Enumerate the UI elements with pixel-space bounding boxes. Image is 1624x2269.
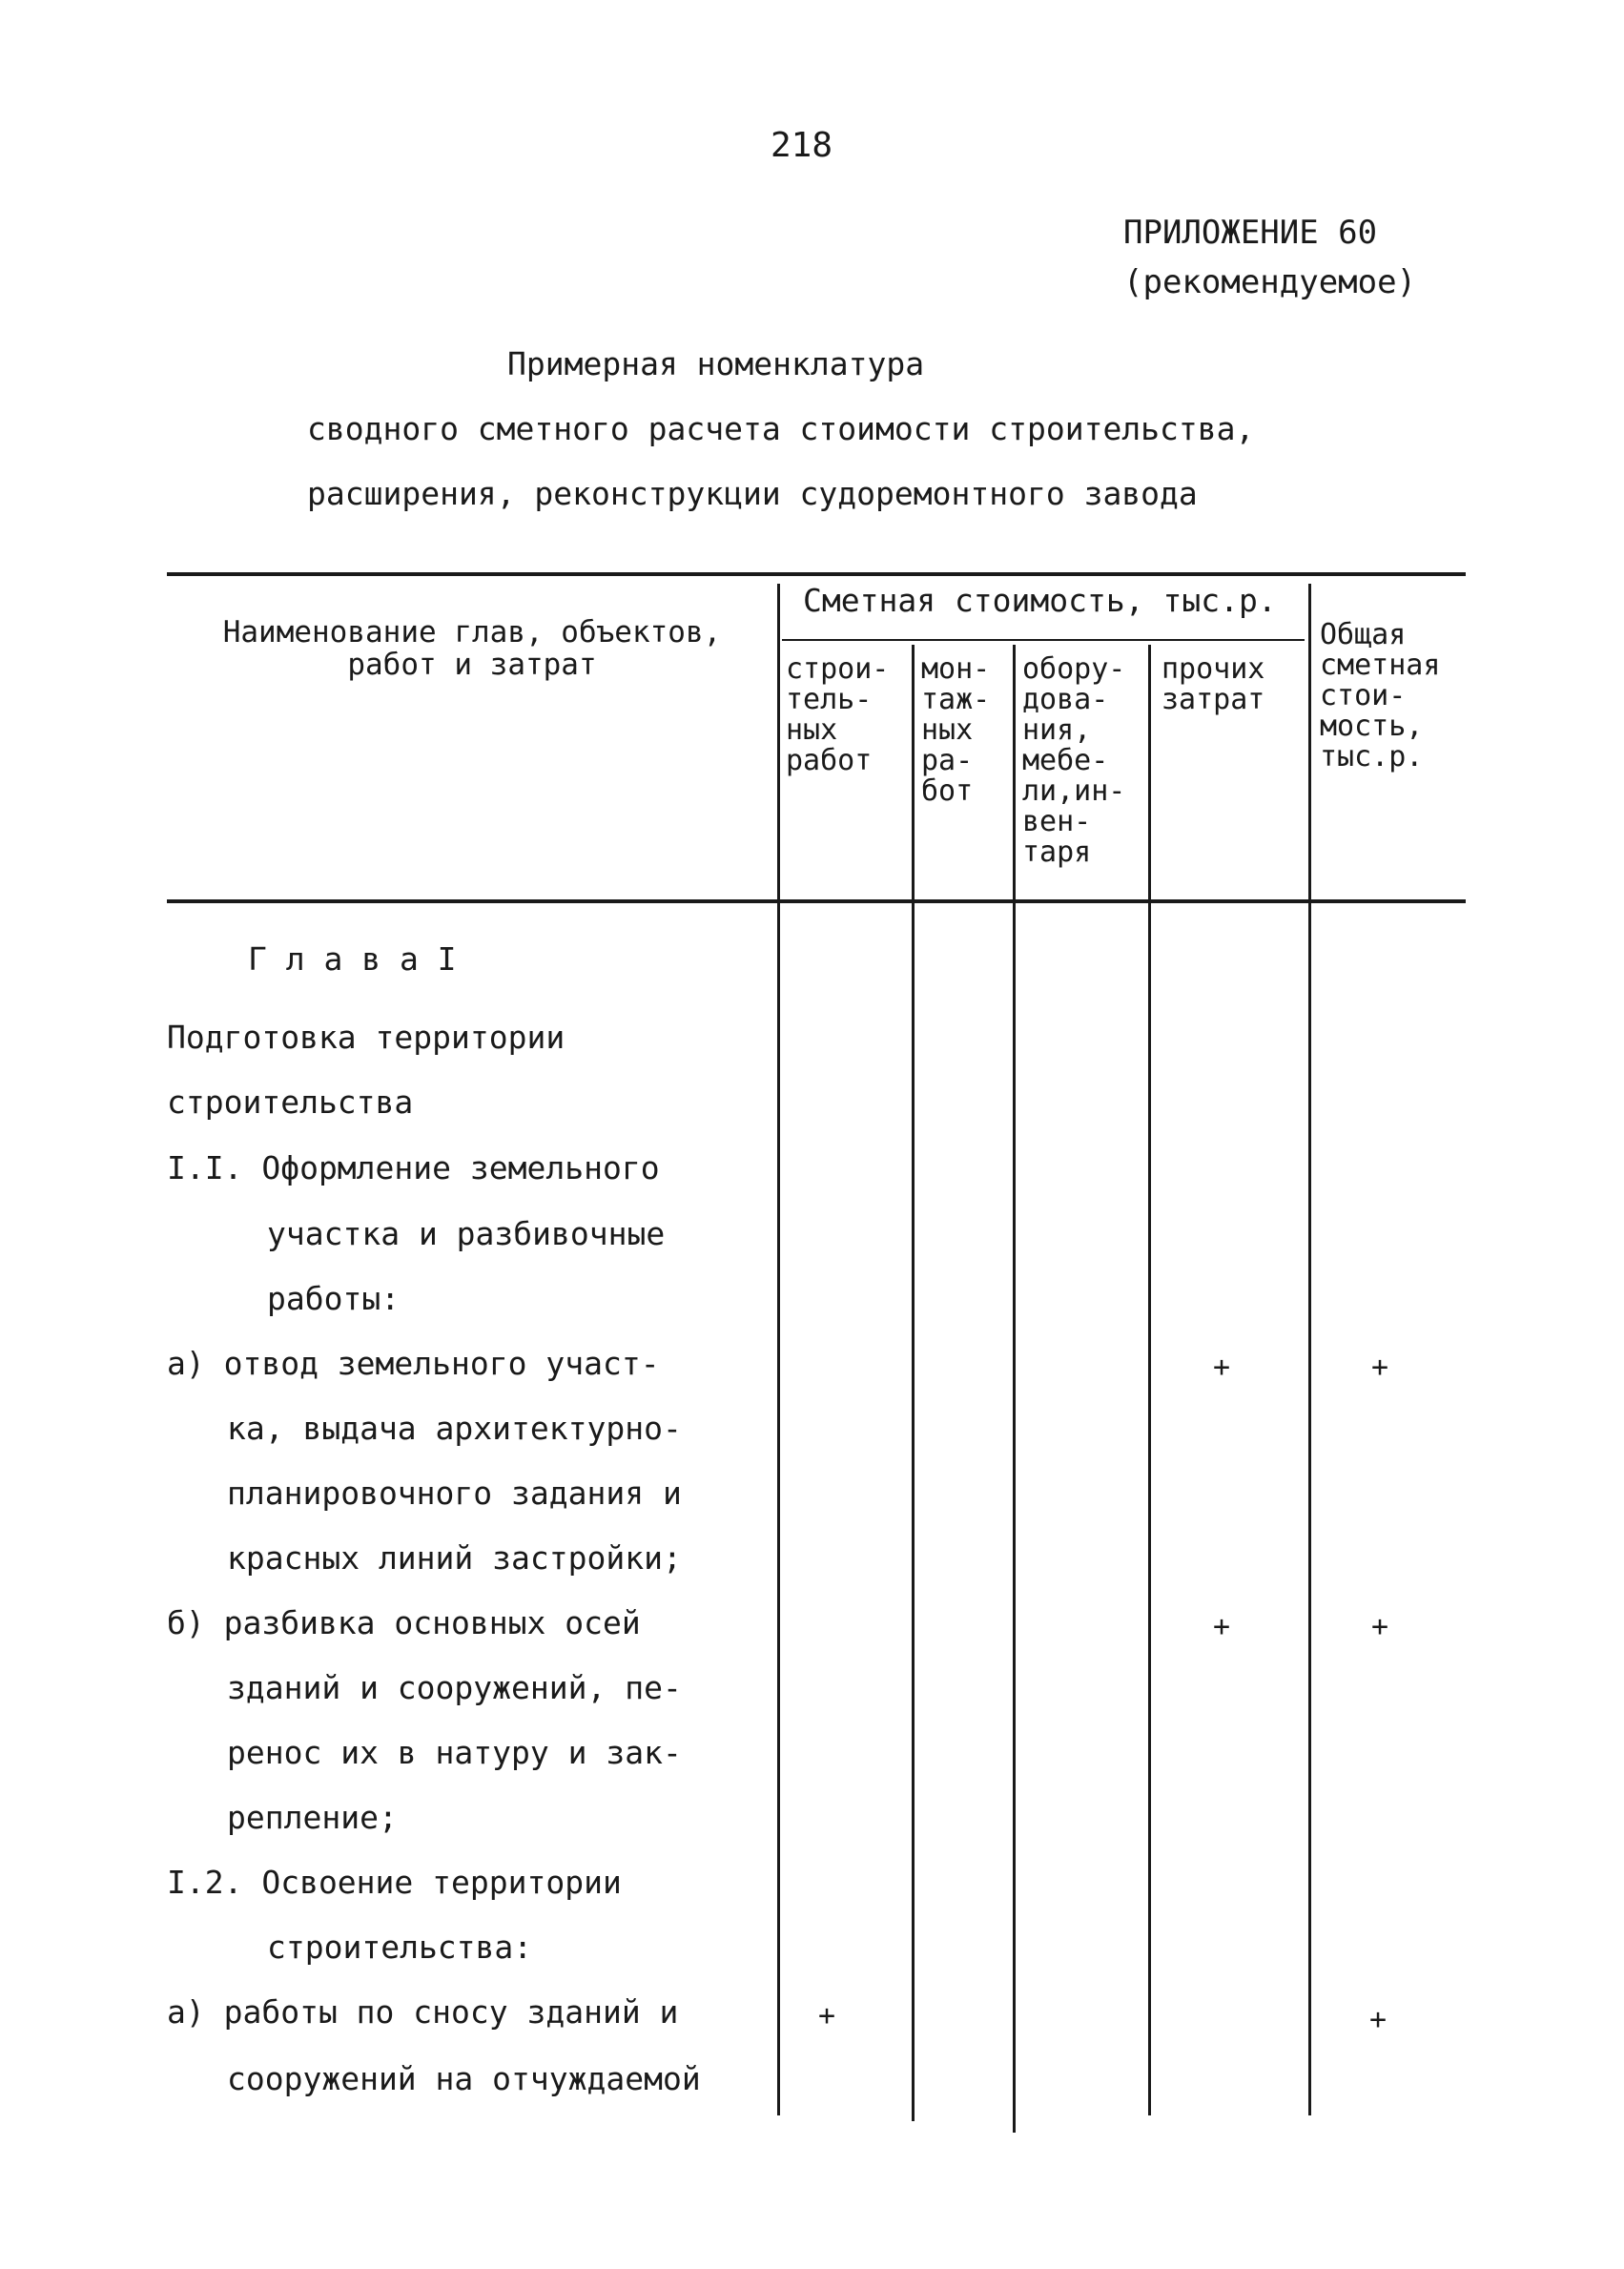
body-line: ка, выдача архитектурно- bbox=[227, 1410, 682, 1447]
body-line: Подготовка территории bbox=[167, 1019, 565, 1056]
appendix-title: ПРИЛОЖЕНИЕ 60 bbox=[1123, 214, 1378, 252]
body-line: I.I. Оформление земельного bbox=[167, 1149, 660, 1186]
body-line: ренос их в натуру и зак- bbox=[227, 1734, 682, 1771]
appendix-subtitle: (рекомендуемое) bbox=[1123, 263, 1417, 301]
document-title-line-2: сводного сметного расчета стоимости строительства, bbox=[307, 410, 1255, 447]
header-col-construction: строи- тель- ных работ bbox=[786, 652, 890, 777]
column-divider-equipment bbox=[1148, 645, 1151, 2115]
body-line: сооружений на отчуждаемой bbox=[227, 2060, 701, 2097]
body-line: репление; bbox=[227, 1799, 398, 1836]
document-title-line-1: Примерная номенклатура bbox=[507, 345, 925, 382]
table-top-rule bbox=[167, 572, 1466, 576]
body-line: I.2. Освоение территории bbox=[167, 1864, 622, 1901]
document-title-line-3: расширения, реконструкции судоремонтного завода bbox=[307, 475, 1198, 512]
header-col-other: прочих затрат bbox=[1161, 652, 1265, 716]
plus-mark: + bbox=[1213, 1351, 1231, 1384]
plus-mark: + bbox=[818, 1999, 836, 2032]
body-line: красных линий застройки; bbox=[227, 1539, 682, 1577]
body-line: б) разбивка основных осей bbox=[167, 1604, 641, 1641]
chapter-heading: Г л а в а I bbox=[248, 940, 457, 978]
header-col-total: Общая сметная стои- мость, тыс.р. bbox=[1320, 618, 1441, 774]
column-divider-name bbox=[777, 584, 780, 2115]
header-group-estimated-cost: Сметная стоимость, тыс.р. bbox=[803, 582, 1277, 619]
column-divider-construction bbox=[912, 645, 915, 2121]
page-number: 218 bbox=[771, 126, 833, 165]
body-line: планировочного задания и bbox=[227, 1475, 682, 1512]
body-line: строительства bbox=[167, 1083, 414, 1121]
header-name-column: Наименование глав, объектов, работ и затрат bbox=[222, 615, 722, 682]
body-line: участка и разбивочные bbox=[267, 1215, 666, 1252]
column-divider-installation bbox=[1013, 645, 1016, 2133]
plus-mark: + bbox=[1369, 2003, 1388, 2036]
body-line: зданий и сооружений, пе- bbox=[227, 1669, 682, 1706]
column-divider-other bbox=[1308, 584, 1311, 2115]
plus-mark: + bbox=[1371, 1610, 1389, 1643]
header-col-equipment: обору- дова- ния, мебе- ли,ин- вен- таря bbox=[1022, 652, 1126, 869]
plus-mark: + bbox=[1213, 1610, 1231, 1643]
body-line: а) отвод земельного участ- bbox=[167, 1345, 660, 1382]
body-line: строительства: bbox=[267, 1929, 533, 1966]
body-line: а) работы по сносу зданий и bbox=[167, 1993, 679, 2031]
header-bottom-rule bbox=[167, 899, 1466, 903]
plus-mark: + bbox=[1371, 1351, 1389, 1384]
header-col-installation: мон- таж- ных ра- бот bbox=[921, 652, 991, 808]
group-header-rule bbox=[782, 639, 1305, 641]
body-line: работы: bbox=[267, 1280, 401, 1317]
